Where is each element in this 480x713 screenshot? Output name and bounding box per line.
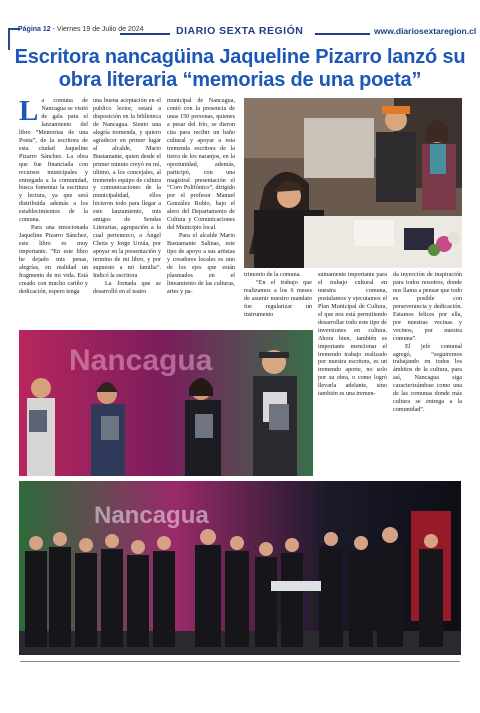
publication-name: DIARIO SEXTA REGIÓN: [176, 25, 304, 37]
paragraph: trimonio de la comuna.: [244, 272, 301, 278]
page-meta: [18, 26, 144, 33]
banner-text: Nancagua: [94, 502, 209, 529]
author-signing-photo: [244, 98, 462, 268]
page-header: [0, 0, 480, 44]
group-photo: [19, 330, 313, 476]
issue-date: - Viernes 19 de Julio de 2024: [52, 26, 144, 33]
banner-text: Nancagua: [69, 344, 213, 377]
paragraph: da inyección de inspiración para todos nosotros, donde nos llama a pensar que todo es posible con perseverancia y dedicación. Estamos felices por ella, por nuestras vecinas y vecinos, por nuestra comuna”.: [393, 272, 462, 342]
page-number: Página 12: [18, 26, 51, 33]
paragraph: sumamente importante para el trabajo cultural en nuestra comuna, postulamos y ejecutamos el Plan Municipal de Cultura, el que nos está permitiendo desarrollar todo este tipo de inversiones en cultura. Ahora bien, también es importante mencionar el tremendo trabajo realizado por nuestra escritora, es un tremendo aporte, no solo por su obra, o como logró llevarla adelante, sino también es una tremen-: [318, 272, 387, 398]
paragraph: Para el alcalde Mario Bustamante Salinas, este tipo de apoyo a sus artistas y creadores locales es uno de los ejes que están plasmados en el lineamiento de las culturas, artes y pa-: [167, 233, 235, 295]
website-link[interactable]: www.diariosextaregion.cl: [374, 26, 477, 36]
header-rule: [315, 33, 370, 35]
choir-photo: [19, 481, 461, 655]
drop-cap: L: [19, 95, 39, 127]
header-rule: [120, 33, 170, 35]
article-column-2: [93, 98, 161, 297]
paragraph: La Jornada que se desarrolló en el teatro: [93, 280, 161, 295]
article-column-1: [19, 95, 88, 297]
paragraph: Para una emocionada Jaqueline Pizarro Sánchez, este libro es muy importante. “En este libro he dejado mis penas, alegrías, en realidad un fragmento de mi vida. Está creado con mucho cariño y dedicación, espero tenga: [19, 225, 88, 295]
paragraph: “En el trabajo que realizamos a los 6 meses de asumir nuestro mandato fue regularizar un instrumento: [244, 279, 312, 318]
paragraph: municipal de Nancagua, contó con la presencia de unas 150 personas, quienes a pesar del frío, se dieron cita para recibir un baño cultural y apoyar a esta tremenda escritora de la tierra de los naranjos, en la oportunidad, además, participó, con una magistral presentación el “Coro Polifónico”, dirigido por el profesor Manuel González Rubio, bajo el alero del Departamento de Cultura y Comunicaciones del Municipio local.: [167, 98, 235, 232]
paragraph: una buena aceptación en el publico lector, estará a disposición en la biblioteca de Nancagua. Siento una alegría tremenda, y quiero agradecer en primer lugar al alcalde, Mario Bustamante, quien desde el primer minuto creyó en mí, ultimo, a los concejales, al tremendo equipo de cultura y comunicaciones de la municipalidad, ellos hicieron todo para llegar a este lanzamiento, mis amigos de Sendas Literarias, agrupación a la cual pertenezco, a Ángel Chota y Jorge Urzúa, por apoyar en la presentación y termino de mi libro, y por supuesto a mi familia”. Indicó la escritora: [93, 98, 161, 279]
paragraph: El jefe comunal agregó, “seguiremos trabajando en todos los ámbitos de la cultura, para así, Nancagua siga caracterizándose como una de las comunas donde más cultura se entrega a la comunidad”.: [393, 343, 462, 414]
article-column-5: [393, 272, 462, 415]
article-column-3: [167, 98, 235, 297]
bottom-divider: [20, 661, 460, 662]
paragraph: a comuna de Nancagua se vistió de gala para el lanzamiento del libro “Memorias de una Poeta”, de la escritora de esta ciudad Jaqueline Pizarro Sánchez. La obra que fue financiada con recursos municipales y entregada a la comunidad, busca fomentar la escritura y lectura, ya que será distribuida además a los establecimientos de la comuna.: [19, 98, 88, 224]
article-headline: Escritora nancagüina Jaqueline Pizarro lanzó su obra literaria “memorias de una poeta”: [14, 46, 466, 91]
article-column-3-cont: [244, 272, 312, 320]
article-column-4: [318, 272, 387, 399]
